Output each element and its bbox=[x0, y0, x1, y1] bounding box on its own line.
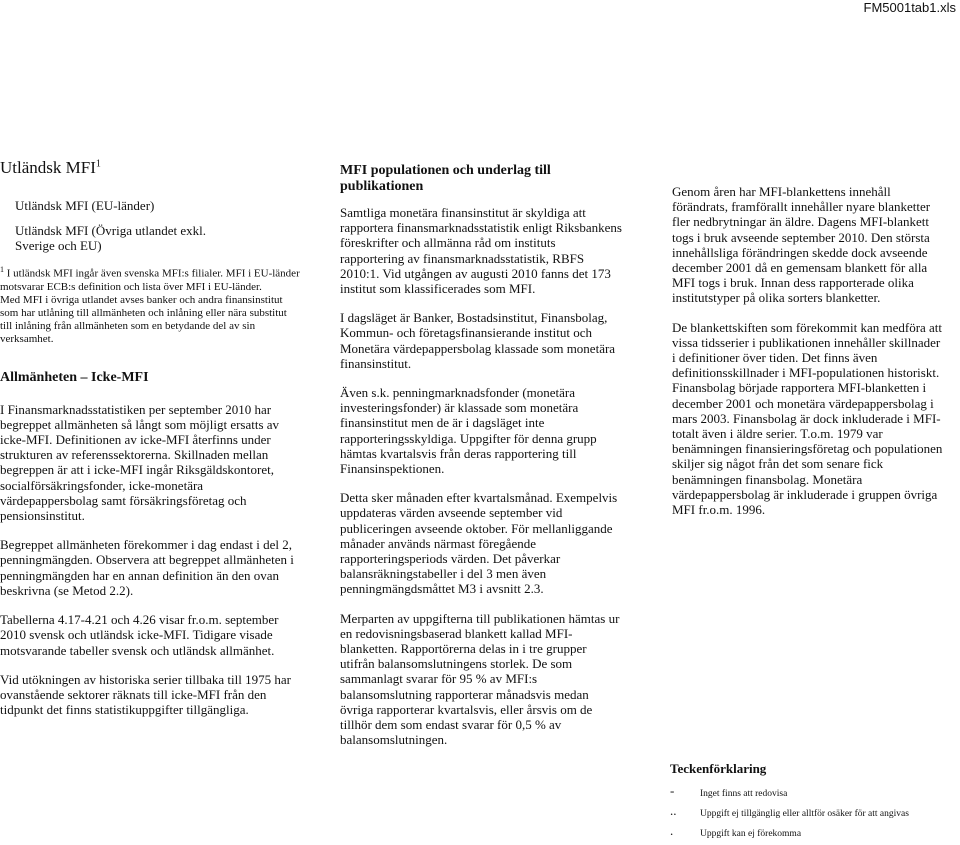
legend-title: Teckenförklaring bbox=[670, 761, 767, 776]
paragraph: Tabellerna 4.17-4.21 och 4.26 visar fr.o.m. september 2010 svensk och utländsk icke-MFI. Tidigare visade motsvarande tabeller svensk och utländsk allmänhet. bbox=[0, 612, 279, 658]
paragraph: Genom åren har MFI-blankettens innehåll förändrats, framförallt innehåller nyare blanketter fler nedbrytningar än äldre. Dagens MFI-blankett togs i bruk avseende september 2010. Den största innehållsliga förändringen skedde dock avseende december 2001 då en gemensam blankett för alla MFI togs i bruk. Innan dess rapporterade olika institutstyper på olika sorters blanketter. bbox=[672, 184, 931, 306]
footnote-2-text: Med MFI i övriga utlandet avses banker och andra finansinstitut som har utlåning till allmänheten och inlåning eller nära substitut till inlåning från allmänheten som en betydande del av sin verksamhet. bbox=[0, 293, 287, 345]
paragraph: Vid utökningen av historiska serier tillbaka till 1975 har ovanstående sektorer räknats till icke-MFI från den tidpunkt det finns statistikuppgifter tillgängliga. bbox=[0, 671, 291, 718]
paragraph: Samtliga monetära finansinstitut är skyldiga att rapportera finansmarknadsstatistik enligt Riksbankens föreskrifter och allmänna råd om instituts rapportering av finansmarknadsstatistik, RBFS 2010:1. Vid utgången av augusti 2010 fanns det 173 institut som klassificerades som MFI. bbox=[340, 205, 622, 297]
legend-text: Uppgift kan ej förekomma bbox=[700, 829, 802, 839]
paragraph: I dagsläget är Banker, Bostadsinstitut, Finansbolag, Kommun- och företagsfinansierande institut och Monetära värdepappersbolag klassade som monetära finansinstitut. bbox=[340, 310, 616, 371]
subtitle-other: Utländsk MFI (Övriga utlandet exkl. Sverige och EU) bbox=[15, 223, 206, 253]
legend-row bbox=[670, 805, 960, 820]
subtitle-eu: Utländsk MFI (EU-länder) bbox=[15, 198, 155, 213]
paragraph: Merparten av uppgifterna till publikationen hämtas ur en redovisningsbaserad blankett kallad MFI-blanketten. Rapportörerna delas in i tre grupper utifrån balansomslutningens storlek. De som sammanlagt svarar för 95 % av MFI:s balansomslutning rapporterar månadsvis medan övriga rapporterar kvartalsvis, eller årsvis om de tillhör dem som endast svarar för 0,5 % av balansomslutningen. bbox=[340, 610, 620, 748]
legend-row bbox=[670, 785, 960, 800]
paragraph: I Finansmarknadsstatistiken per september 2010 har begreppet allmänheten så långt som möjligt ersatts av icke-MFI. Definitionen av icke-MFI återfinns under strukturen av referenssektorerna. Skillnaden mellan begreppen är att i icke-MFI ingår Riksgäldskontoret, socialförsäkringsfonder, icke-monetära värdepappersbolag samt försäkringsföretag och pensionsinstitut. bbox=[0, 401, 280, 524]
legend-row bbox=[670, 825, 960, 840]
heading-allmanheten: Allmänheten – Icke-MFI bbox=[0, 369, 149, 385]
heading-mfi-population: MFI populationen och underlag till publikationen bbox=[340, 163, 551, 194]
legend-text: Inget finns att redovisa bbox=[700, 789, 788, 799]
footnote-1 bbox=[0, 263, 300, 346]
legend-symbol: .. bbox=[670, 803, 677, 818]
paragraph: Detta sker månaden efter kvartalsmånad. Exempelvis uppdateras värden avseende september vid publiceringen avseende oktober. För mellanliggande månader används närmast föregående rapporteringsperiods värden. Det påverkar balansräkningstabeller i del 3 men även penningmängdsmåttet M3 i avsnitt 2.3. bbox=[340, 490, 618, 597]
legend bbox=[670, 761, 960, 845]
section-title-utlandsk-mfi bbox=[0, 158, 300, 178]
legend-text: Uppgift ej tillgänglig eller alltför osäker för att angivas bbox=[700, 809, 909, 819]
title-text: Utländsk MFI bbox=[0, 158, 96, 177]
middle-column bbox=[340, 163, 622, 762]
footnote-1-text: I utländsk MFI ingår även svenska MFI:s filialer. MFI i EU-länder motsvarar ECB:s definition och lista över MFI i EU-länder. bbox=[0, 267, 300, 293]
footnote-mark: 1 bbox=[0, 265, 4, 274]
paragraph: De blankettskiften som förekommit kan medföra att vissa tidsserier i publikationen innehåller skillnader i definitioner över tiden. Det finns även definitionsskillnader i MFI-populationen historiskt. Finansbolag började rapportera MFI-blanketten i december 2001 och monetära värdepappersbolag i mars 2003. Finansbolag är dock inkluderade i MFI-totalt även i äldre serier. T.o.m. 1979 var benämningen finansieringsföretag och populationen skiljer sig något från det som senare fick benämningen finansbolag. Monetära värdepappersbolag är inkluderade i gruppen övriga MFI fr.o.m. 1996. bbox=[672, 319, 943, 518]
left-column bbox=[0, 158, 300, 731]
right-column bbox=[672, 184, 944, 531]
legend-symbol: . bbox=[670, 823, 674, 838]
file-name-header: FM5001tab1.xls bbox=[863, 0, 956, 15]
title-footnote-sup: 1 bbox=[95, 158, 101, 170]
paragraph: Även s.k. penningmarknadsfonder (monetära investeringsfonder) är klassade som monetära finansinstitut men de är i dagsläget inte rapporteringsskyldiga. Uppgifter för denna grupp hämtas kvartalsvis från deras rapportering till Finansinspektionen. bbox=[340, 385, 597, 477]
legend-symbol: - bbox=[670, 783, 675, 798]
paragraph: Begreppet allmänheten förekommer i dag endast i del 2, penningmängden. Observera att begreppet allmänheten i penningmängden har en annan definition än den ovan beskrivna (se Metod 2.2). bbox=[0, 537, 294, 598]
